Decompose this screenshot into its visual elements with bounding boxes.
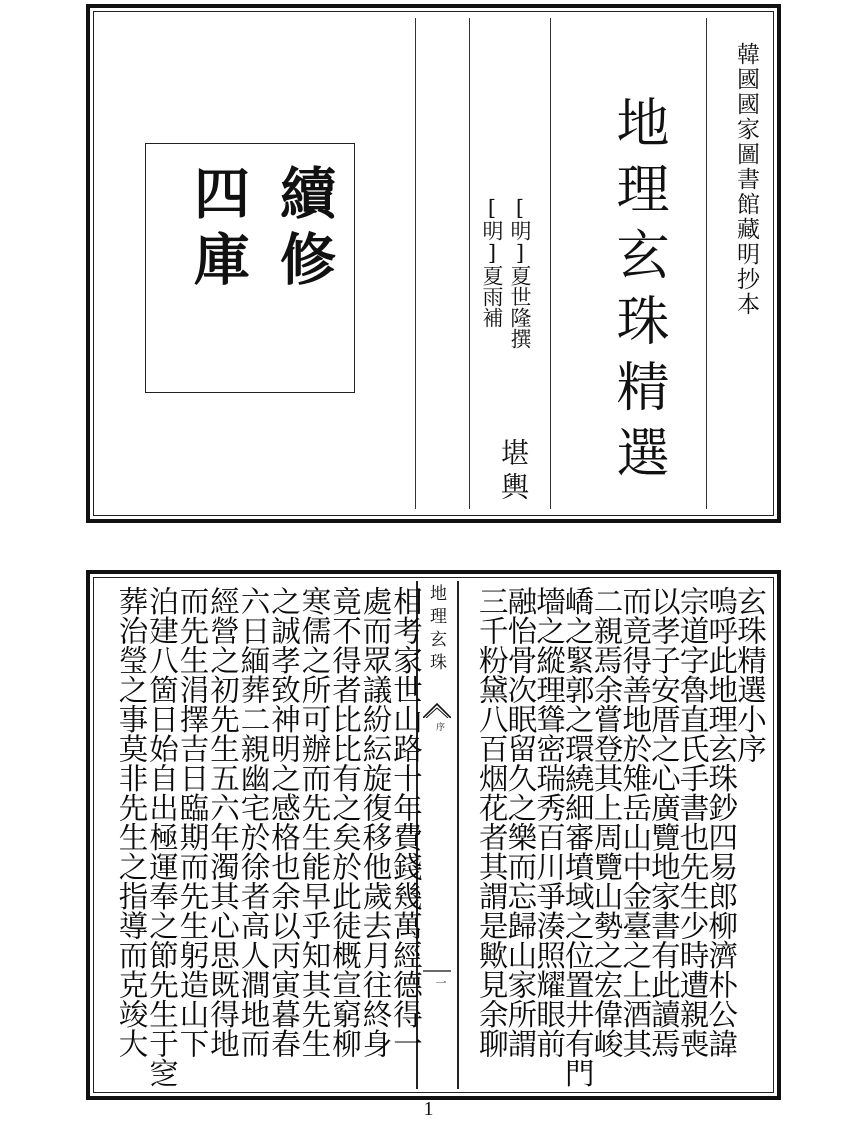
manuscript-column: 融怡骨次眠留久之樂而忘歸山家所謂	[503, 586, 538, 1058]
page-number: 1	[423, 1098, 434, 1120]
seal-text-left: 四庫	[185, 164, 251, 296]
manuscript-column: 以孝子安厝之心廣覽地家書有此讀焉	[646, 586, 681, 1058]
manuscript-column: 而竟得善地於雉岳山中金臺之上酒其	[618, 586, 653, 1058]
manuscript-column: 墻之縱理聳密瑞秀百川爭湊照耀眼前	[532, 586, 567, 1058]
holding-note: 韓國國家圖書館藏明抄本	[733, 42, 759, 317]
fold-section: 序	[434, 722, 444, 731]
author-box	[469, 20, 550, 515]
manuscript-spread	[86, 570, 781, 1100]
manuscript-column: 三千粉黛八百烟花者其謂是歟見余聊	[474, 586, 509, 1058]
manuscript-column: 葬治瑩之事莫非先生之指導而克竣大	[114, 586, 149, 1058]
manuscript-column: 泊建八箇日始自出極運奉之節先生于窆	[145, 586, 179, 1088]
title-page-spread	[86, 4, 781, 523]
manuscript-column: 經營之初先生五六年濁其心思既得地	[206, 586, 240, 1058]
manuscript-column: 相考家世山路十年費錢幾萬經德得一	[389, 586, 423, 1058]
category-label: 堪輿	[497, 438, 530, 506]
title-box	[550, 20, 706, 515]
holding-note-strip	[706, 20, 776, 515]
manuscript-column: 處而眾議紛紜旋復移他歲去月往終身	[358, 586, 393, 1058]
column-rule	[415, 18, 416, 509]
manuscript-column: 寒儒之所可辦而先生能早乎知其先生	[297, 586, 332, 1058]
manuscript-column: 之誠孝致神明之感格也余以丙寅暮春	[267, 586, 301, 1058]
fold-title: 地理玄珠	[426, 584, 446, 676]
fold-rule	[457, 581, 459, 1089]
compiler-credit: [明]夏世隆撰	[508, 196, 532, 349]
manuscript-column: 嶠之緊郭之環繞細審墳域之位置井有門	[560, 586, 595, 1088]
manuscript-column: 玄珠精選小序	[733, 586, 767, 763]
manuscript-column: 嗚呼此地理玄珠鈔四易郎柳濟朴公諱	[704, 586, 739, 1058]
manuscript-column: 二親焉余嘗登其上周覽山勢之宏偉峻	[589, 586, 624, 1058]
series-seal	[145, 143, 355, 393]
supplementer-credit: [明]夏雨補	[480, 196, 504, 328]
book-title: 地理玄珠精選	[608, 95, 669, 491]
manuscript-column: 而先生涓擇吉日臨期而先生躬造山下	[175, 586, 210, 1058]
fish-tail-marker-icon	[423, 702, 451, 718]
seal-text-right: 續修	[271, 164, 337, 296]
manuscript-column: 宗道字魯直氏手書也先生少時遭親喪	[675, 586, 710, 1058]
manuscript-column: 六日緬葬二親幽宅於徐者高人澗地而	[236, 586, 271, 1058]
manuscript-column: 竟不得者比比有之矣於此徒概宣窮柳	[328, 586, 362, 1058]
fold-leaf-number: 一	[434, 977, 447, 988]
